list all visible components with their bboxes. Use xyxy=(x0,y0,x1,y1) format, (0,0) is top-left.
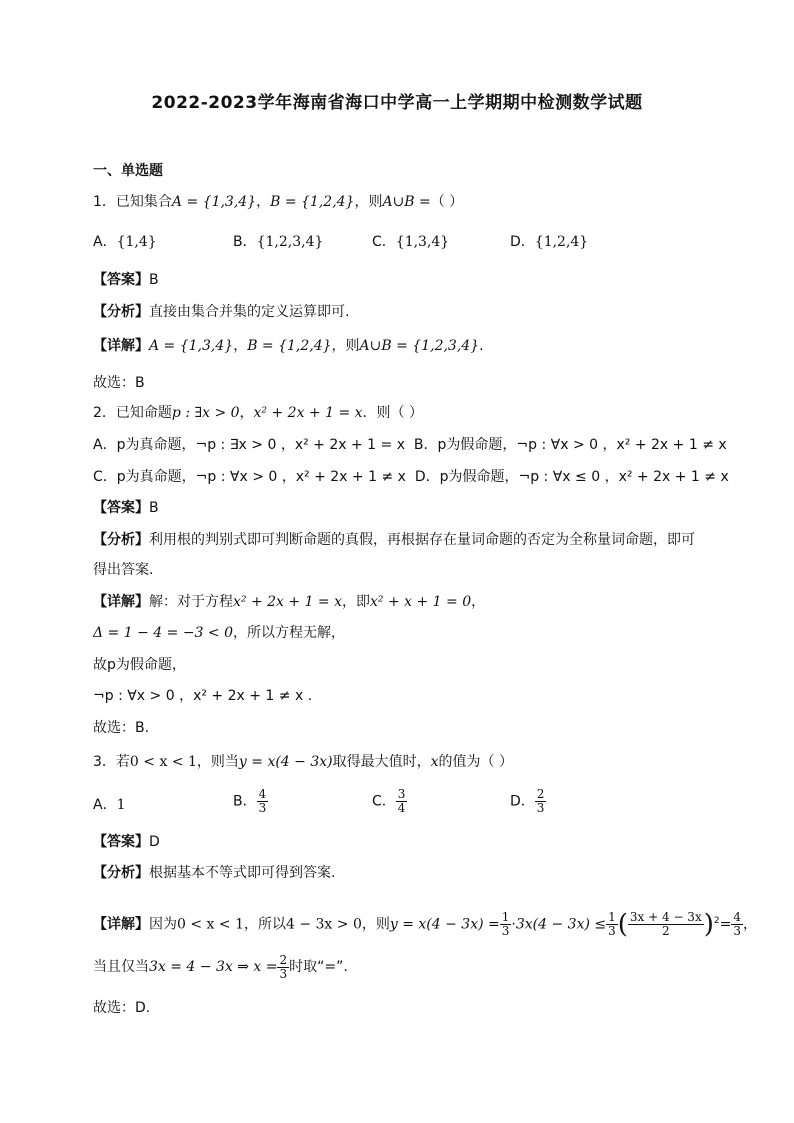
q2-option-d: D．p为假命题，¬p : ∀x ≤ 0 ，x² + 2x + 1 ≠ x xyxy=(414,469,729,485)
q1-set-a: A = {1,3,4} xyxy=(171,194,257,210)
q2-analysis-line2: 得出答案. xyxy=(93,562,154,578)
q3-detail: 【详解】因为0 < x < 1，所以4 − 3x > 0，则y = x(4 − 3x) = $\frac{1}{3}$ ·3x(4 − 3x) ≤ $\frac{1}{3}$ ( $\frac{3x + 4 - 3x}{2}$ )$^2$= $\frac{4}{3}$ ， xyxy=(93,909,757,940)
q1-choose: 故选：B xyxy=(93,375,145,391)
q2-detail-line3: 故p为假命题， xyxy=(93,657,186,673)
question-1-stem xyxy=(93,192,463,212)
q2-option-b: B．p为假命题，¬p : ∀x > 0 ，x² + 2x + 1 ≠ x xyxy=(413,437,727,453)
q3-option-c: C． $\frac{3}{4}$ xyxy=(372,787,406,815)
q1-option-a: A．{1,4} xyxy=(93,234,157,250)
q1-option-b: B．{1,2,3,4} xyxy=(233,234,324,250)
q1-paren: （ ） xyxy=(430,194,464,210)
q1-set-b: B = {1,2,4} xyxy=(270,194,355,210)
q3-answer: 【答案】D xyxy=(93,834,160,850)
q2-choose: 故选：B. xyxy=(93,720,150,736)
q2-answer: 【答案】B xyxy=(93,500,159,516)
q1-answer: 【答案】B xyxy=(93,272,159,288)
q3-choose: 故选：D. xyxy=(93,1000,151,1016)
question-3-stem: 3．若0 < x < 1，则当y = x(4 − 3x)取得最大值时，x的值为（ ） xyxy=(93,754,513,770)
q1-analysis: 【分析】直接由集合并集的定义运算即可. xyxy=(93,304,350,320)
question-2-stem: 2．已知命题p : ∃x > 0，x² + 2x + 1 = x．则（ ） xyxy=(93,405,423,421)
q2-options-cd xyxy=(93,467,729,487)
q3-option-d: D． $\frac{2}{3}$ xyxy=(510,787,545,815)
section-heading: 一、单选题 xyxy=(93,163,163,179)
q2-detail-line1: 【详解】解：对于方程x² + 2x + 1 = x，即x² + x + 1 = 0， xyxy=(93,594,486,610)
q1-option-d: D．{1,2,4} xyxy=(510,234,589,250)
q1-sep: ， xyxy=(256,194,271,210)
q1-ask: ，则 xyxy=(354,194,383,210)
q1-option-c: C．{1,3,4} xyxy=(372,234,450,250)
q2-analysis-line1: 【分析】利用根的判别式即可判断命题的真假，再根据存在量词命题的否定为全称量词命题，即可 xyxy=(93,532,695,548)
q1-detail: 【详解】A = {1,3,4}，B = {1,2,4}，则A∪B = {1,2,3,4}. xyxy=(93,338,484,354)
q1-prefix: 1．已知集合 xyxy=(93,194,172,210)
q3-option-a: A．1 xyxy=(93,797,126,813)
q3-option-b: B． $\frac{4}{3}$ xyxy=(233,787,267,815)
q2-option-c: C．p为真命题，¬p : ∀x > 0 ，x² + 2x + 1 ≠ x xyxy=(93,469,406,485)
q2-option-a: A．p为真命题，¬p : ∃x > 0 ，x² + 2x + 1 = x xyxy=(93,437,405,453)
q1-expr: A∪B = xyxy=(382,194,431,210)
page-title: 2022-2023学年海南省海口中学高一上学期期中检测数学试题 xyxy=(151,93,643,113)
q2-detail-line2: Δ = 1 − 4 = −3 < 0，所以方程无解， xyxy=(93,625,345,641)
q3-analysis: 【分析】根据基本不等式即可得到答案. xyxy=(93,865,336,881)
q2-detail-line4: ¬p : ∀x > 0 ，x² + 2x + 1 ≠ x . xyxy=(93,688,313,704)
q2-options-ab xyxy=(93,435,727,455)
q3-detail-line2: 当且仅当3x = 4 − 3x ⇒ x = $\frac{2}{3}$ 时取“=”. xyxy=(93,952,348,981)
